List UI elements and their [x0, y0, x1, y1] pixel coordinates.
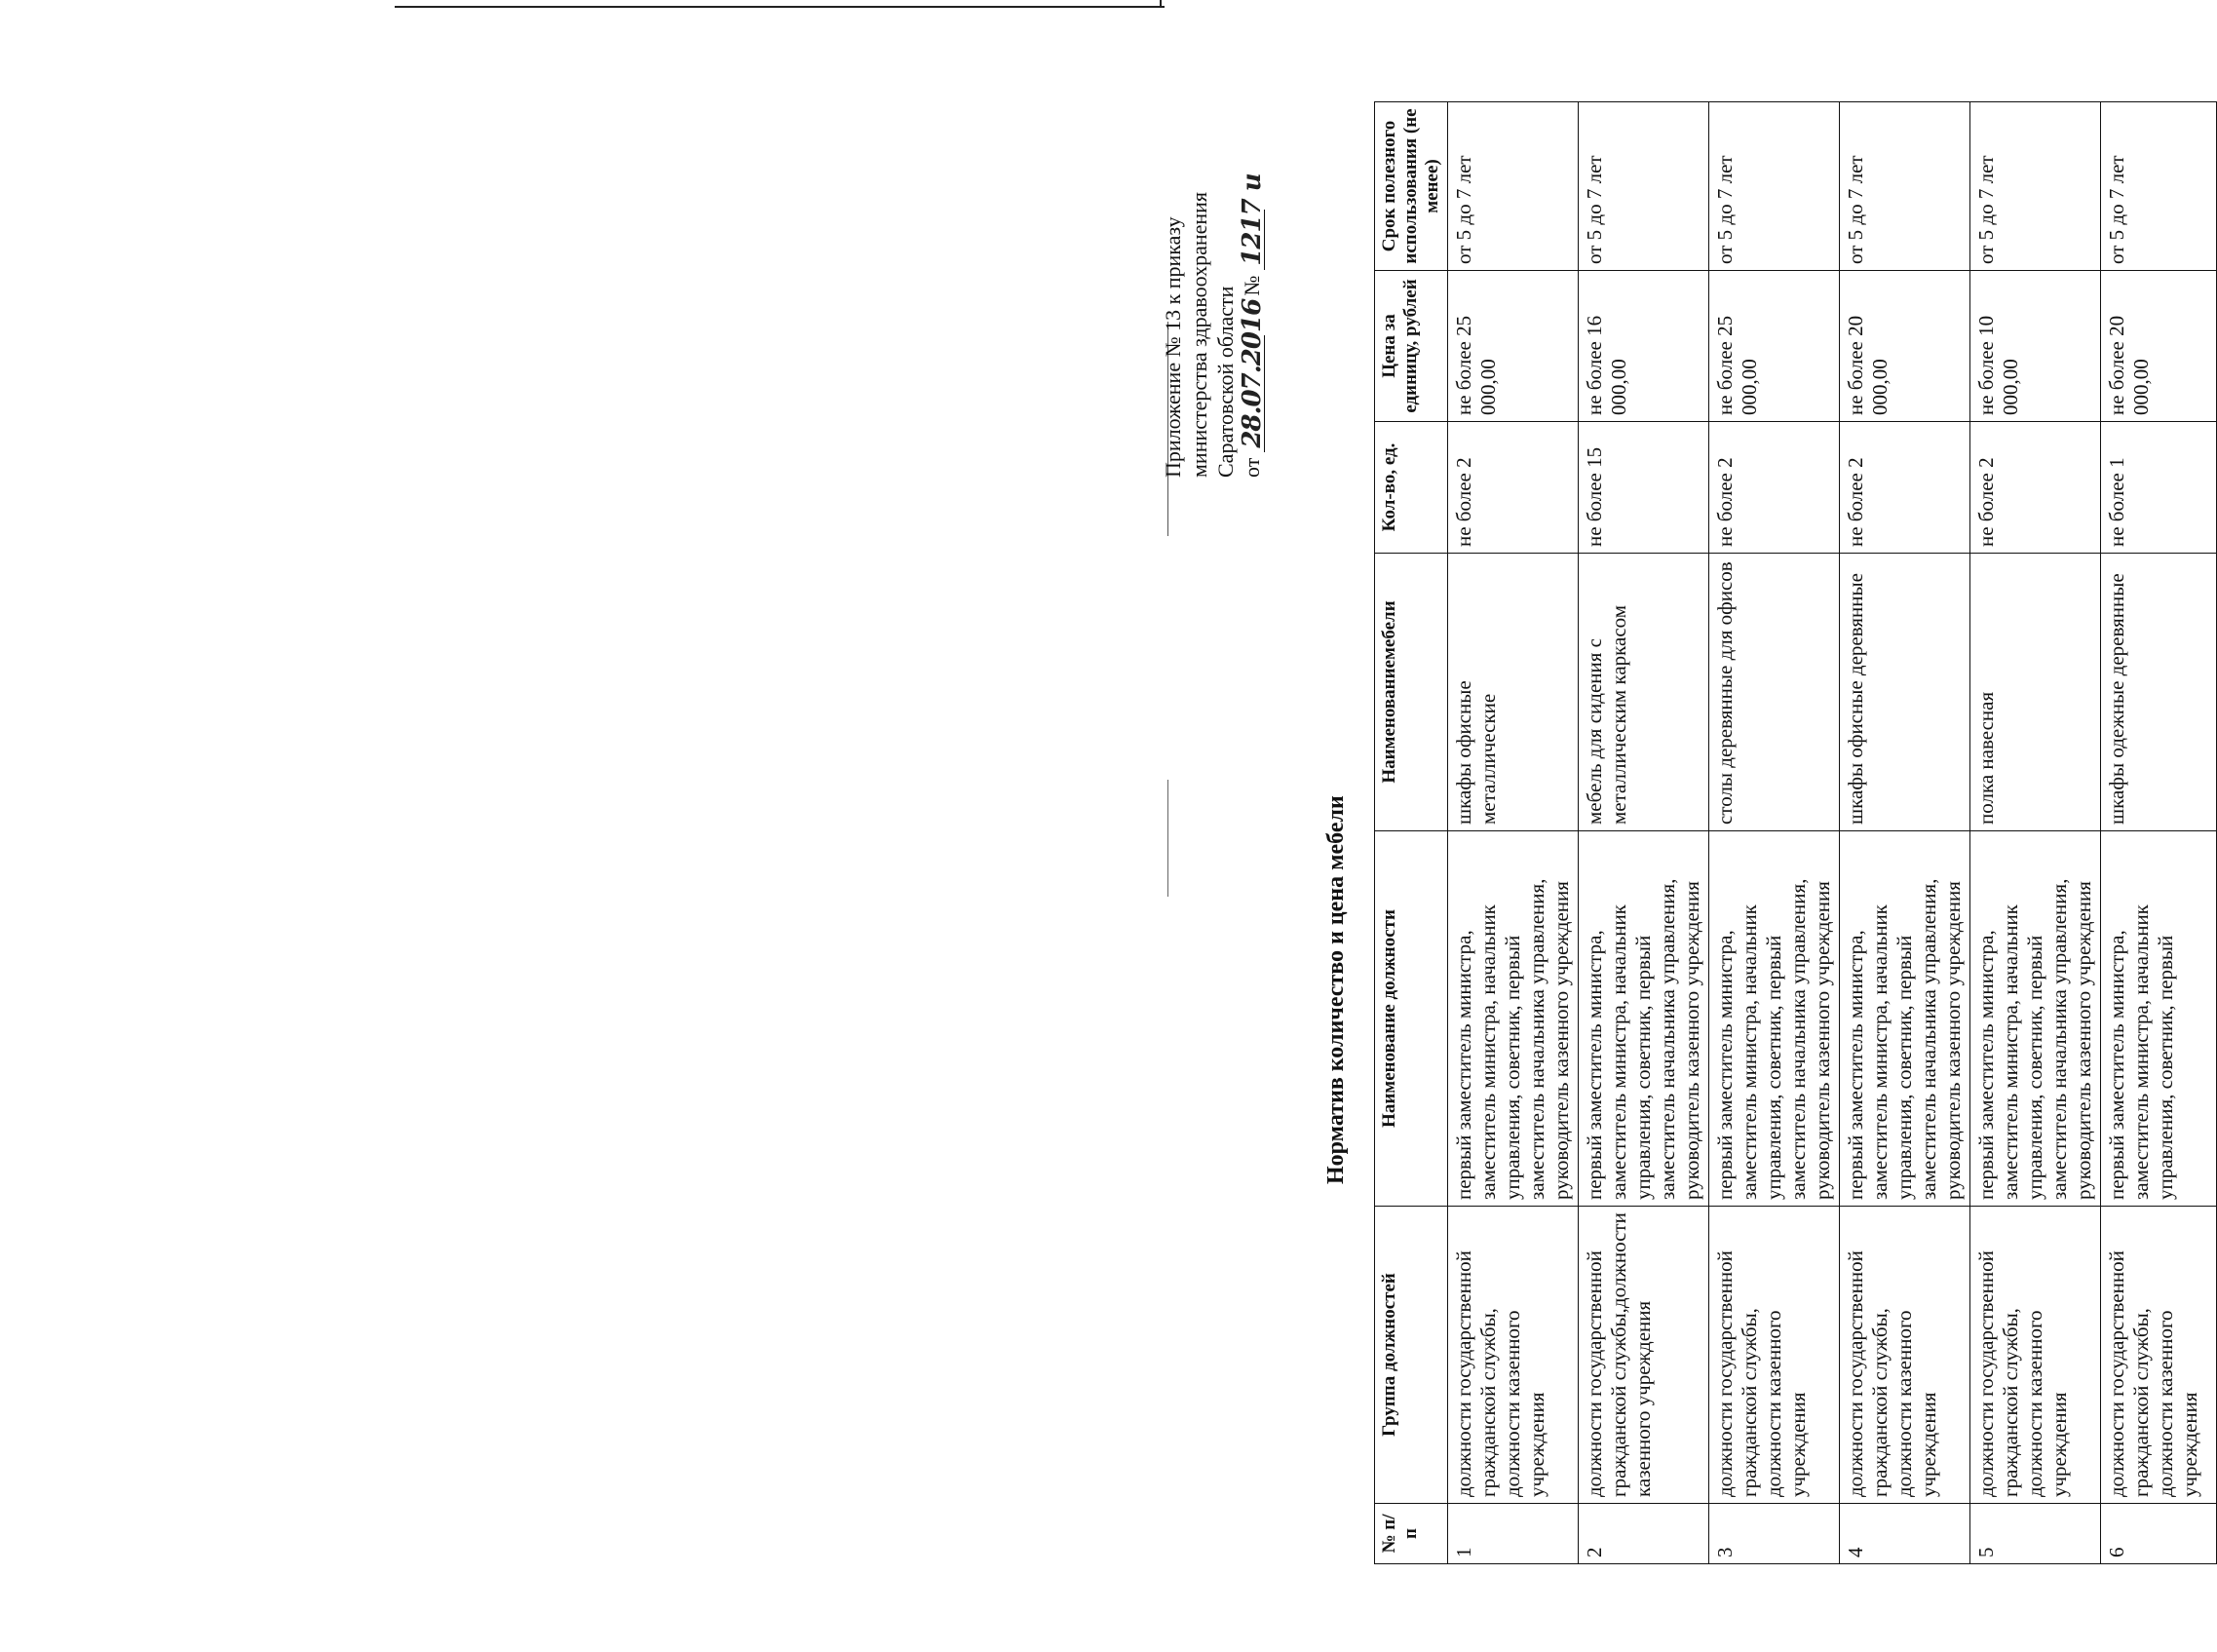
column-header: Группа должностей — [1375, 1207, 1448, 1504]
table-row — [1970, 102, 2101, 1564]
useful-life-cell: от 5 до 7 лет — [1448, 102, 1579, 271]
order-date-number-row — [1239, 68, 1265, 478]
position-name-cell: первый заместитель министра, заместитель министра, начальник управления, советник, первый заместитель начальника управления, руководитель казенного учреждения — [1579, 831, 1709, 1207]
quantity-cell: не более 2 — [1970, 422, 2101, 554]
appendix-line: Саратовской области — [1213, 286, 1238, 478]
useful-life-cell: от 5 до 7 лет — [1709, 102, 1840, 271]
table-row — [1448, 102, 1579, 1564]
table-row — [1709, 102, 1840, 1564]
position-group-cell: должности государственной гражданской службы, должности казенного учреждения — [1709, 1207, 1840, 1504]
column-header: Кол-во, ед. — [1375, 422, 1448, 554]
furniture-name-cell: шкафы офисные металлические — [1448, 554, 1579, 831]
useful-life-cell: от 5 до 7 лет — [1579, 102, 1709, 271]
quantity-cell: не более 1 — [2101, 422, 2217, 554]
appendix-header — [1160, 68, 1265, 478]
table-row — [1579, 102, 1709, 1564]
date-prefix: от — [1240, 457, 1264, 478]
price-cell: не более 16 000,00 — [1579, 271, 1709, 422]
column-header: Наименование должности — [1375, 831, 1448, 1207]
top-edge-rule — [395, 6, 1165, 8]
row-number: 2 — [1579, 1504, 1709, 1564]
position-group-cell: должности государственной гражданской службы, должности казенного учреждения — [1448, 1207, 1579, 1504]
norm-table — [1374, 101, 2217, 1564]
document-title: Норматив количество и цена мебели — [1323, 795, 1349, 1184]
price-cell: не более 25 000,00 — [1709, 271, 1840, 422]
furniture-name-cell: шкафы одежные деревянные — [2101, 554, 2217, 831]
date-field — [1238, 298, 1267, 452]
useful-life-cell: от 5 до 7 лет — [1840, 102, 1970, 271]
position-name-cell: первый заместитель министра, заместитель министра, начальник управления, советник, первый заместитель начальника управления, руководитель казенного учреждения — [1709, 831, 1840, 1207]
number-field — [1238, 173, 1267, 270]
row-number: 3 — [1709, 1504, 1840, 1564]
price-cell: не более 10 000,00 — [1970, 271, 2101, 422]
furniture-name-cell: шкафы офисные деревянные — [1840, 554, 1970, 831]
table-row — [2101, 102, 2217, 1564]
column-header: Срок полезного использования (не менее) — [1375, 102, 1448, 271]
column-header: Цена за единицу, рублей — [1375, 271, 1448, 422]
furniture-name-cell: мебель для сидения с металлическим каркасом — [1579, 554, 1709, 831]
position-group-cell: должности государственной гражданской службы,должности казенного учреждения — [1579, 1207, 1709, 1504]
position-group-cell: должности государственной гражданской службы, должности казенного учреждения — [1840, 1207, 1970, 1504]
quantity-cell: не более 15 — [1579, 422, 1709, 554]
position-group-cell: должности государственной гражданской службы, должности казенного учреждения — [1970, 1207, 2101, 1504]
row-number: 6 — [2101, 1504, 2217, 1564]
price-cell: не более 20 000,00 — [1840, 271, 1970, 422]
top-edge-tick — [1160, 0, 1162, 8]
row-number: 1 — [1448, 1504, 1579, 1564]
number-prefix: № — [1240, 275, 1264, 296]
table-header-row — [1375, 102, 1448, 1564]
rotated-document-page — [1111, 73, 2202, 1594]
quantity-cell: не более 2 — [1448, 422, 1579, 554]
position-name-cell: первый заместитель министра, заместитель министра, начальник управления, советник, первый заместитель начальника управления, руководитель казенного учреждения — [1448, 831, 1579, 1207]
useful-life-cell: от 5 до 7 лет — [2101, 102, 2217, 271]
row-number: 4 — [1840, 1504, 1970, 1564]
price-cell: не более 25 000,00 — [1448, 271, 1579, 422]
useful-life-cell: от 5 до 7 лет — [1970, 102, 2101, 271]
handwritten-number: 1217 и — [1238, 173, 1267, 266]
quantity-cell: не более 2 — [1840, 422, 1970, 554]
column-header: № п/п — [1375, 1504, 1448, 1564]
price-cell: не более 20 000,00 — [2101, 271, 2217, 422]
quantity-cell: не более 2 — [1709, 422, 1840, 554]
position-group-cell: должности государственной гражданской службы, должности казенного учреждения — [2101, 1207, 2217, 1504]
position-name-cell: первый заместитель министра, заместитель министра, начальник управления, советник, первый заместитель начальника управления, руководитель казенного учреждения — [1970, 831, 2101, 1207]
appendix-line: Приложение № 13 к приказу — [1161, 216, 1185, 478]
table-row — [1840, 102, 1970, 1564]
position-name-cell: первый заместитель министра, заместитель министра, начальник управления, советник, первый — [2101, 831, 2217, 1207]
furniture-name-cell: полка навесная — [1970, 554, 2101, 831]
handwritten-date: 28.07.2016 — [1238, 298, 1267, 448]
column-header: Наименованиемебели — [1375, 554, 1448, 831]
row-number: 5 — [1970, 1504, 2101, 1564]
appendix-line: министерства здравоохранения — [1187, 191, 1211, 478]
position-name-cell: первый заместитель министра, заместитель министра, начальник управления, советник, первый заместитель начальника управления, руководитель казенного учреждения — [1840, 831, 1970, 1207]
furniture-name-cell: столы деревянные для офисов — [1709, 554, 1840, 831]
